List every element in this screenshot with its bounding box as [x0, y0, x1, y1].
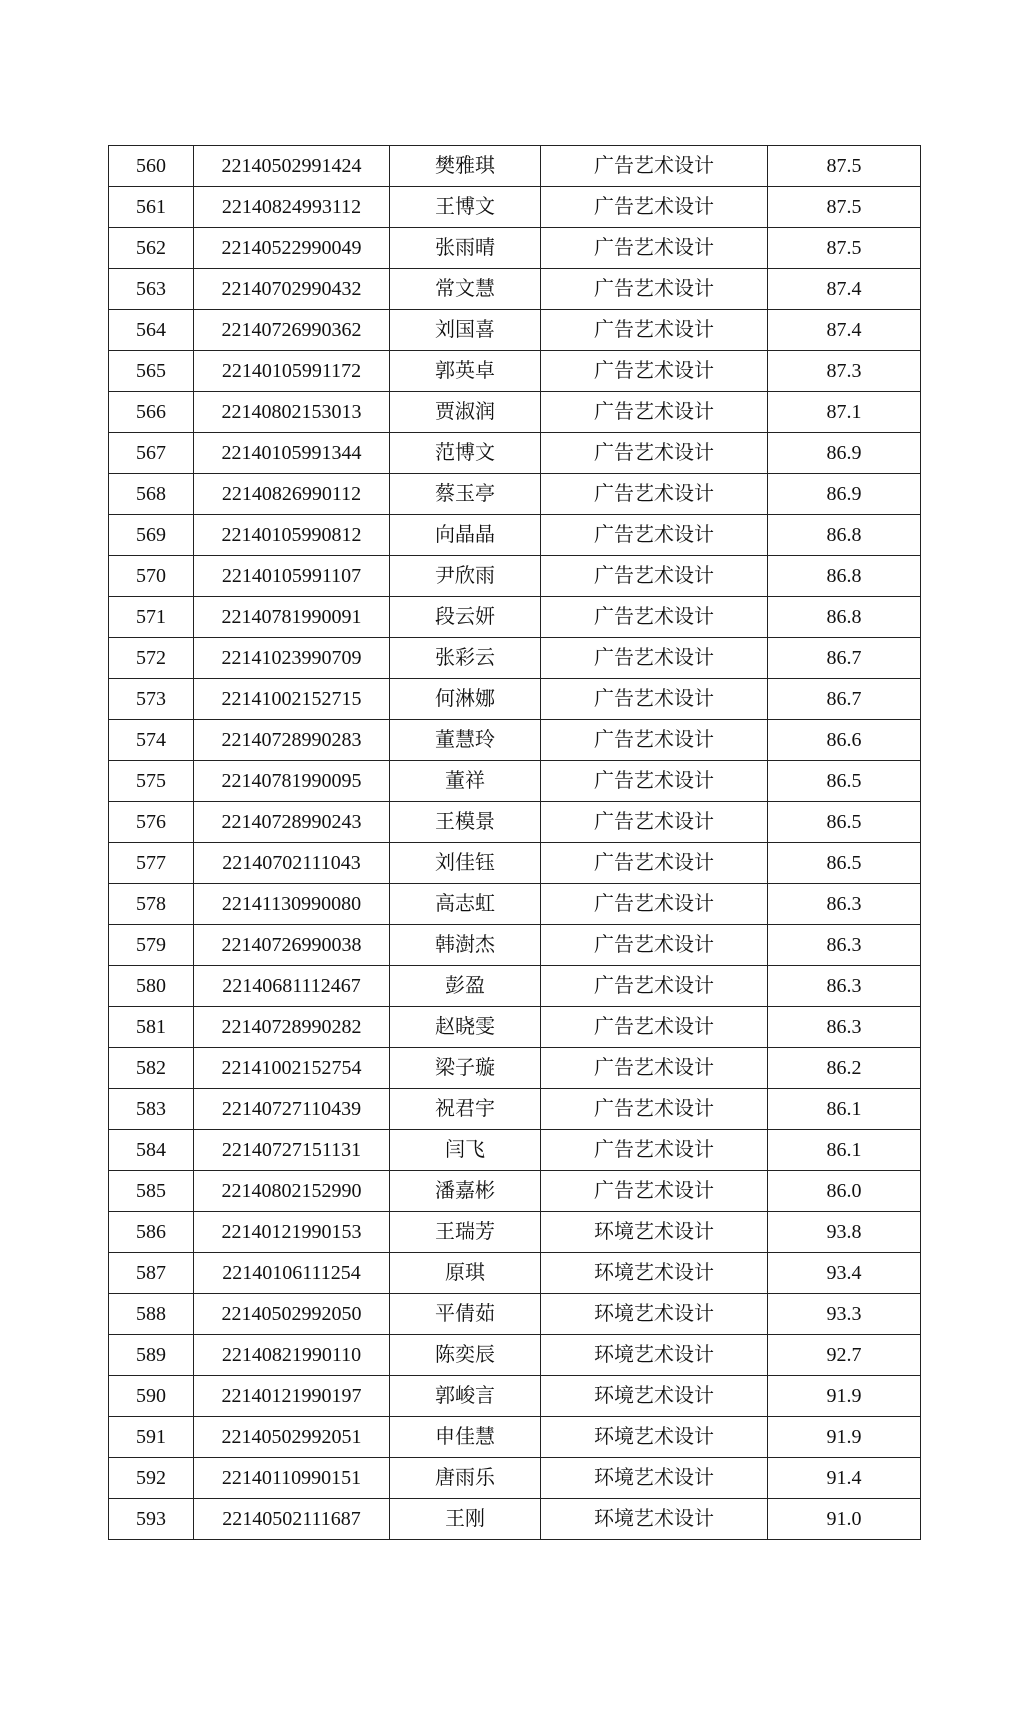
major-cell: 广告艺术设计	[541, 884, 768, 925]
major-cell: 广告艺术设计	[541, 269, 768, 310]
candidate-id-cell: 22140728990243	[194, 802, 390, 843]
row-number-cell: 563	[109, 269, 194, 310]
candidate-id-cell: 22140105991107	[194, 556, 390, 597]
table-row	[109, 433, 921, 474]
major-cell: 广告艺术设计	[541, 474, 768, 515]
name-cell: 彭盈	[390, 966, 541, 1007]
score-cell: 86.3	[768, 884, 921, 925]
name-cell: 王瑞芳	[390, 1212, 541, 1253]
major-cell: 环境艺术设计	[541, 1253, 768, 1294]
candidate-id-cell: 22140802152990	[194, 1171, 390, 1212]
row-number-cell: 578	[109, 884, 194, 925]
row-number-cell: 590	[109, 1376, 194, 1417]
score-cell: 93.3	[768, 1294, 921, 1335]
table-row	[109, 269, 921, 310]
score-cell: 91.0	[768, 1499, 921, 1540]
score-cell: 87.4	[768, 310, 921, 351]
row-number-cell: 572	[109, 638, 194, 679]
major-cell: 广告艺术设计	[541, 187, 768, 228]
row-number-cell: 571	[109, 597, 194, 638]
table-row	[109, 351, 921, 392]
major-cell: 广告艺术设计	[541, 925, 768, 966]
table-row	[109, 638, 921, 679]
score-cell: 86.8	[768, 597, 921, 638]
row-number-cell: 587	[109, 1253, 194, 1294]
row-number-cell: 593	[109, 1499, 194, 1540]
score-cell: 87.3	[768, 351, 921, 392]
major-cell: 环境艺术设计	[541, 1499, 768, 1540]
score-cell: 86.3	[768, 925, 921, 966]
major-cell: 环境艺术设计	[541, 1458, 768, 1499]
name-cell: 闫飞	[390, 1130, 541, 1171]
major-cell: 广告艺术设计	[541, 1130, 768, 1171]
candidate-id-cell: 22140105991344	[194, 433, 390, 474]
candidate-id-cell: 22140726990038	[194, 925, 390, 966]
table-row	[109, 310, 921, 351]
table-row	[109, 1499, 921, 1540]
row-number-cell: 570	[109, 556, 194, 597]
major-cell: 广告艺术设计	[541, 720, 768, 761]
row-number-cell: 561	[109, 187, 194, 228]
name-cell: 原琪	[390, 1253, 541, 1294]
major-cell: 广告艺术设计	[541, 351, 768, 392]
row-number-cell: 588	[109, 1294, 194, 1335]
candidate-id-cell: 22140106111254	[194, 1253, 390, 1294]
candidate-id-cell: 22140728990282	[194, 1007, 390, 1048]
table-row	[109, 515, 921, 556]
major-cell: 广告艺术设计	[541, 433, 768, 474]
row-number-cell: 589	[109, 1335, 194, 1376]
table-row	[109, 802, 921, 843]
score-cell: 86.7	[768, 638, 921, 679]
candidate-id-cell: 22140727110439	[194, 1089, 390, 1130]
score-cell: 87.5	[768, 187, 921, 228]
candidate-id-cell: 22140781990095	[194, 761, 390, 802]
major-cell: 广告艺术设计	[541, 1089, 768, 1130]
score-cell: 87.5	[768, 146, 921, 187]
score-cell: 87.1	[768, 392, 921, 433]
name-cell: 唐雨乐	[390, 1458, 541, 1499]
name-cell: 张彩云	[390, 638, 541, 679]
table-row	[109, 1089, 921, 1130]
candidate-id-cell: 22140781990091	[194, 597, 390, 638]
score-cell: 87.5	[768, 228, 921, 269]
table-row	[109, 1212, 921, 1253]
major-cell: 广告艺术设计	[541, 802, 768, 843]
name-cell: 樊雅琪	[390, 146, 541, 187]
score-cell: 86.3	[768, 966, 921, 1007]
name-cell: 郭峻言	[390, 1376, 541, 1417]
score-cell: 86.1	[768, 1130, 921, 1171]
name-cell: 高志虹	[390, 884, 541, 925]
name-cell: 韩澍杰	[390, 925, 541, 966]
candidate-id-cell: 22140110990151	[194, 1458, 390, 1499]
row-number-cell: 567	[109, 433, 194, 474]
row-number-cell: 568	[109, 474, 194, 515]
name-cell: 王模景	[390, 802, 541, 843]
table-row	[109, 720, 921, 761]
candidate-id-cell: 22140502992051	[194, 1417, 390, 1458]
score-cell: 86.9	[768, 474, 921, 515]
score-cell: 86.1	[768, 1089, 921, 1130]
name-cell: 董慧玲	[390, 720, 541, 761]
candidate-id-cell: 22141023990709	[194, 638, 390, 679]
major-cell: 广告艺术设计	[541, 1171, 768, 1212]
name-cell: 常文慧	[390, 269, 541, 310]
major-cell: 广告艺术设计	[541, 597, 768, 638]
row-number-cell: 560	[109, 146, 194, 187]
score-cell: 93.4	[768, 1253, 921, 1294]
table-row	[109, 556, 921, 597]
name-cell: 刘国喜	[390, 310, 541, 351]
row-number-cell: 583	[109, 1089, 194, 1130]
name-cell: 陈奕辰	[390, 1335, 541, 1376]
score-cell: 86.8	[768, 515, 921, 556]
score-cell: 86.6	[768, 720, 921, 761]
score-cell: 86.9	[768, 433, 921, 474]
candidate-id-cell: 22140681112467	[194, 966, 390, 1007]
row-number-cell: 586	[109, 1212, 194, 1253]
score-table	[108, 145, 921, 1540]
score-cell: 86.0	[768, 1171, 921, 1212]
name-cell: 贾淑润	[390, 392, 541, 433]
major-cell: 环境艺术设计	[541, 1212, 768, 1253]
candidate-id-cell: 22140727151131	[194, 1130, 390, 1171]
table-row	[109, 597, 921, 638]
candidate-id-cell: 22140826990112	[194, 474, 390, 515]
candidate-id-cell: 22140802153013	[194, 392, 390, 433]
candidate-id-cell: 22140105991172	[194, 351, 390, 392]
name-cell: 向晶晶	[390, 515, 541, 556]
major-cell: 环境艺术设计	[541, 1294, 768, 1335]
name-cell: 范博文	[390, 433, 541, 474]
major-cell: 广告艺术设计	[541, 1007, 768, 1048]
name-cell: 郭英卓	[390, 351, 541, 392]
row-number-cell: 582	[109, 1048, 194, 1089]
row-number-cell: 592	[109, 1458, 194, 1499]
table-row	[109, 187, 921, 228]
name-cell: 王刚	[390, 1499, 541, 1540]
name-cell: 祝君宇	[390, 1089, 541, 1130]
major-cell: 广告艺术设计	[541, 966, 768, 1007]
score-cell: 86.2	[768, 1048, 921, 1089]
name-cell: 梁子璇	[390, 1048, 541, 1089]
table-body	[109, 146, 921, 1540]
name-cell: 赵晓雯	[390, 1007, 541, 1048]
table-row	[109, 1130, 921, 1171]
row-number-cell: 575	[109, 761, 194, 802]
score-cell: 86.5	[768, 761, 921, 802]
score-cell: 86.8	[768, 556, 921, 597]
major-cell: 广告艺术设计	[541, 761, 768, 802]
table-row	[109, 1376, 921, 1417]
table-row	[109, 1335, 921, 1376]
candidate-id-cell: 22140121990197	[194, 1376, 390, 1417]
table-row	[109, 761, 921, 802]
score-cell: 86.5	[768, 802, 921, 843]
candidate-id-cell: 22140728990283	[194, 720, 390, 761]
candidate-id-cell: 22140502992050	[194, 1294, 390, 1335]
name-cell: 董祥	[390, 761, 541, 802]
table-row	[109, 228, 921, 269]
major-cell: 广告艺术设计	[541, 392, 768, 433]
candidate-id-cell: 22141002152754	[194, 1048, 390, 1089]
score-cell: 91.9	[768, 1376, 921, 1417]
row-number-cell: 566	[109, 392, 194, 433]
major-cell: 广告艺术设计	[541, 310, 768, 351]
row-number-cell: 580	[109, 966, 194, 1007]
major-cell: 广告艺术设计	[541, 556, 768, 597]
candidate-id-cell: 22140522990049	[194, 228, 390, 269]
table-row	[109, 474, 921, 515]
table-row	[109, 1007, 921, 1048]
score-cell: 91.9	[768, 1417, 921, 1458]
major-cell: 广告艺术设计	[541, 843, 768, 884]
name-cell: 尹欣雨	[390, 556, 541, 597]
row-number-cell: 569	[109, 515, 194, 556]
row-number-cell: 573	[109, 679, 194, 720]
score-cell: 86.7	[768, 679, 921, 720]
table-row	[109, 1458, 921, 1499]
name-cell: 段云妍	[390, 597, 541, 638]
major-cell: 广告艺术设计	[541, 228, 768, 269]
major-cell: 广告艺术设计	[541, 679, 768, 720]
table-row	[109, 679, 921, 720]
name-cell: 潘嘉彬	[390, 1171, 541, 1212]
name-cell: 王博文	[390, 187, 541, 228]
row-number-cell: 584	[109, 1130, 194, 1171]
candidate-id-cell: 22140702111043	[194, 843, 390, 884]
name-cell: 平倩茹	[390, 1294, 541, 1335]
table-row	[109, 966, 921, 1007]
table-row	[109, 1253, 921, 1294]
candidate-id-cell: 22141130990080	[194, 884, 390, 925]
name-cell: 张雨晴	[390, 228, 541, 269]
candidate-id-cell: 22140702990432	[194, 269, 390, 310]
candidate-id-cell: 22140121990153	[194, 1212, 390, 1253]
candidate-id-cell: 22140821990110	[194, 1335, 390, 1376]
name-cell: 何淋娜	[390, 679, 541, 720]
major-cell: 广告艺术设计	[541, 146, 768, 187]
table-row	[109, 1171, 921, 1212]
row-number-cell: 562	[109, 228, 194, 269]
candidate-id-cell: 22140502111687	[194, 1499, 390, 1540]
score-cell: 92.7	[768, 1335, 921, 1376]
table-row	[109, 392, 921, 433]
major-cell: 环境艺术设计	[541, 1376, 768, 1417]
name-cell: 蔡玉亭	[390, 474, 541, 515]
table-row	[109, 1417, 921, 1458]
row-number-cell: 581	[109, 1007, 194, 1048]
name-cell: 刘佳钰	[390, 843, 541, 884]
row-number-cell: 591	[109, 1417, 194, 1458]
major-cell: 广告艺术设计	[541, 515, 768, 556]
row-number-cell: 577	[109, 843, 194, 884]
score-cell: 93.8	[768, 1212, 921, 1253]
row-number-cell: 579	[109, 925, 194, 966]
table-row	[109, 1048, 921, 1089]
major-cell: 环境艺术设计	[541, 1417, 768, 1458]
candidate-id-cell: 22141002152715	[194, 679, 390, 720]
major-cell: 环境艺术设计	[541, 1335, 768, 1376]
score-cell: 91.4	[768, 1458, 921, 1499]
name-cell: 申佳慧	[390, 1417, 541, 1458]
row-number-cell: 565	[109, 351, 194, 392]
row-number-cell: 564	[109, 310, 194, 351]
row-number-cell: 574	[109, 720, 194, 761]
table-row	[109, 843, 921, 884]
table-row	[109, 925, 921, 966]
candidate-id-cell: 22140502991424	[194, 146, 390, 187]
table-row	[109, 146, 921, 187]
score-cell: 86.3	[768, 1007, 921, 1048]
candidate-id-cell: 22140824993112	[194, 187, 390, 228]
candidate-id-cell: 22140105990812	[194, 515, 390, 556]
major-cell: 广告艺术设计	[541, 1048, 768, 1089]
row-number-cell: 576	[109, 802, 194, 843]
score-cell: 87.4	[768, 269, 921, 310]
major-cell: 广告艺术设计	[541, 638, 768, 679]
table-row	[109, 1294, 921, 1335]
table-row	[109, 884, 921, 925]
row-number-cell: 585	[109, 1171, 194, 1212]
score-cell: 86.5	[768, 843, 921, 884]
candidate-id-cell: 22140726990362	[194, 310, 390, 351]
